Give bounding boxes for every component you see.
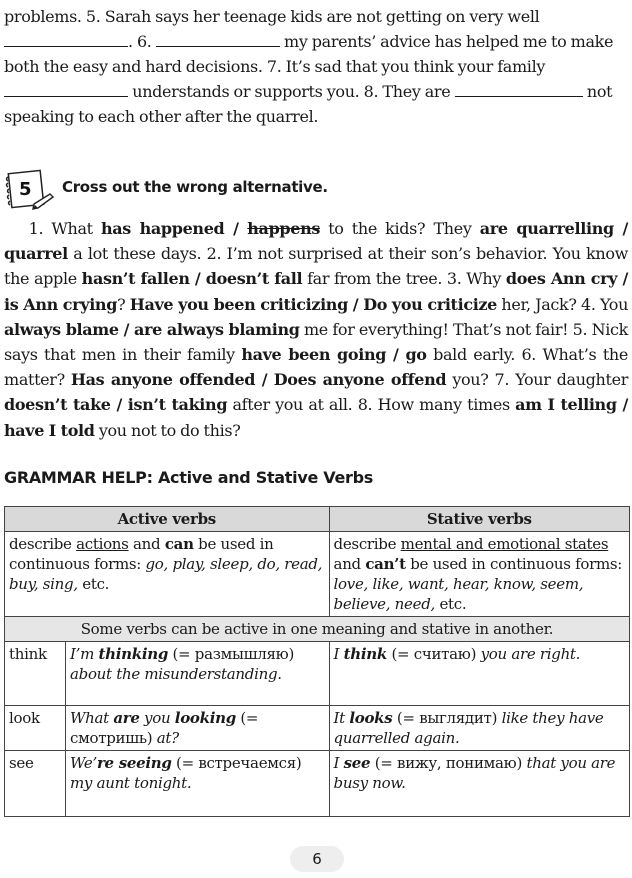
intro-line-7: speaking to each other after the quarrel. — [4, 107, 319, 126]
option[interactable]: is Ann crying — [4, 294, 118, 314]
option[interactable]: doesn’t take — [4, 395, 111, 415]
stative-example — [329, 706, 629, 751]
desc-text: etc. — [77, 575, 110, 593]
example-paren: (= — [171, 754, 199, 772]
desc-underlined: actions — [76, 535, 129, 553]
example-text: like they have quarrelled again. — [333, 709, 604, 747]
ex-text: after you at all. 8. How many times — [227, 395, 516, 415]
example-text: about the misunderstanding. — [70, 665, 282, 683]
example-verb: looks — [349, 709, 393, 727]
grammar-table — [4, 506, 630, 817]
intro-text-3: my parents’ advice has helped me to make — [284, 32, 614, 51]
translation: смотришь — [70, 729, 147, 747]
verb-label: look — [5, 706, 66, 751]
exercise-5-sentences — [4, 216, 628, 443]
notebook-pencil-icon — [4, 168, 56, 212]
blank-5[interactable] — [4, 32, 128, 47]
stative-example — [329, 751, 629, 817]
exercise-instruction: Cross out the wrong alternative. — [62, 178, 328, 196]
option-crossed-out[interactable]: happens — [247, 219, 321, 238]
example-text: What — [70, 709, 114, 727]
grammar-help-heading: GRAMMAR HELP: Active and Stative Verbs — [4, 468, 374, 487]
desc-examples: love, like, want, hear, know, seem, believe, need, — [333, 575, 584, 613]
example-text: you — [139, 709, 175, 727]
table-row — [5, 751, 630, 817]
option[interactable]: isn’t taking — [127, 395, 228, 415]
example-text: It — [333, 709, 350, 727]
ex-text: bald early. 6. What’s the matter? — [4, 345, 628, 390]
desc-text: and — [333, 555, 366, 573]
example-text: We’ — [70, 754, 97, 772]
intro-text-5: understands or supports you. 8. They are — [132, 82, 451, 101]
table-row — [5, 642, 630, 706]
desc-underlined: mental and emotional states — [400, 535, 609, 553]
option-separator: / — [613, 219, 629, 238]
example-paren: ) — [288, 645, 294, 663]
desc-text: describe — [9, 535, 77, 553]
example-paren: ) — [295, 754, 302, 772]
ex-text: her, Jack? 4. You — [497, 294, 629, 314]
exercise-number: 5 — [19, 179, 32, 200]
verb-label: see — [5, 751, 66, 817]
option[interactable]: doesn’t fall — [205, 269, 303, 289]
col-header-active: Active verbs — [5, 507, 330, 532]
desc-text: and — [128, 535, 165, 553]
example-verb: are — [113, 709, 140, 727]
option[interactable]: always blame — [4, 319, 119, 339]
blank-8[interactable] — [455, 82, 583, 97]
blank-7[interactable] — [4, 82, 128, 97]
stative-description — [329, 532, 629, 617]
intro-line-4: both the easy and hard decisions. 7. It’s sad that you think your family — [4, 57, 546, 76]
option[interactable]: have been going — [241, 345, 387, 365]
translation: размышляю — [194, 645, 289, 663]
ex-text: you not to do this? — [94, 420, 241, 440]
ex-text: 1. What — [28, 219, 101, 238]
example-verb: re seeing — [96, 754, 172, 772]
ex-text: you? 7. Your daughter — [446, 370, 629, 390]
desc-bold: can’t — [365, 555, 406, 573]
table-row — [5, 706, 630, 751]
desc-examples: go, play, sleep, do, read, buy, sing, — [9, 555, 323, 593]
active-description — [5, 532, 330, 617]
option[interactable]: Have you been criticizing — [129, 294, 348, 314]
translation: встречаемся — [198, 754, 296, 772]
option-separator: / — [224, 219, 248, 238]
example-text: at? — [156, 729, 179, 747]
translation: считаю — [413, 645, 471, 663]
example-text: I — [333, 754, 344, 772]
example-verb: see — [343, 754, 371, 772]
example-verb: looking — [174, 709, 236, 727]
option[interactable]: Do you criticize — [363, 294, 498, 314]
option[interactable]: quarrel — [4, 244, 68, 264]
active-example — [66, 642, 330, 706]
desc-bold: can — [164, 535, 194, 553]
option[interactable]: have I told — [4, 420, 95, 440]
ex-text: to the kids? They — [320, 219, 480, 238]
option[interactable]: are quarrelling — [479, 219, 614, 238]
note-row — [5, 617, 630, 642]
option[interactable]: does Ann cry — [505, 269, 618, 289]
intro-line-1: problems. 5. Sarah says her teenage kids are not getting on very well — [4, 7, 540, 26]
desc-text: describe — [333, 535, 401, 553]
col-header-stative: Stative verbs — [329, 507, 629, 532]
example-paren: ) — [491, 709, 502, 727]
option[interactable]: am I telling — [515, 395, 617, 415]
example-paren: ) — [516, 754, 527, 772]
option[interactable]: Has anyone offended — [70, 370, 256, 390]
ex-text: far from the tree. 3. Why — [302, 269, 506, 289]
desc-text: etc. — [434, 595, 467, 613]
desc-text: be used in continuous forms: — [405, 555, 623, 573]
example-paren: (= — [235, 709, 259, 727]
exercise-5-header — [4, 168, 624, 214]
option-separator: / — [347, 294, 364, 314]
example-text: I — [333, 645, 344, 663]
option[interactable]: are always blaming — [134, 319, 300, 339]
intro-paragraph — [4, 4, 628, 129]
ex-text: me for everything! That’s not fair! 5. Nick says that men in their family — [4, 319, 628, 365]
desc-text: be used in continuous forms: — [9, 535, 274, 573]
option[interactable]: hasn’t fallen — [81, 269, 190, 289]
example-text: that you are busy now. — [333, 754, 616, 792]
option[interactable]: has happened — [100, 219, 225, 238]
stative-example — [329, 642, 629, 706]
example-text: my aunt tonight. — [70, 774, 192, 792]
option-separator: / — [616, 395, 628, 415]
option[interactable]: go — [405, 345, 427, 365]
option[interactable]: Does anyone offend — [273, 370, 447, 390]
option-separator: / — [617, 269, 629, 289]
example-paren: (= — [168, 645, 195, 663]
option-separator: / — [386, 345, 406, 365]
ex-text: ? — [117, 294, 130, 314]
example-paren: (= — [370, 754, 398, 772]
example-paren: (= — [392, 709, 420, 727]
ex-text: a lot these days. 2. I’m not surprised at their son’s behavior. You know the apple — [4, 244, 628, 289]
translation: вижу, понимаю — [397, 754, 517, 772]
option-separator: / — [255, 370, 274, 390]
option-separator: / — [110, 395, 128, 415]
example-verb: thinking — [98, 645, 169, 663]
example-verb: think — [343, 645, 387, 663]
verb-label: think — [5, 642, 66, 706]
example-paren: ) — [146, 729, 157, 747]
active-example — [66, 706, 330, 751]
intro-text-6: not — [586, 82, 613, 101]
example-text: I’m — [70, 645, 99, 663]
intro-text-2: . 6. — [128, 32, 152, 51]
translation: выглядит — [419, 709, 492, 727]
example-text: you are right. — [480, 645, 581, 663]
option-separator: / — [118, 319, 135, 339]
blank-6[interactable] — [156, 32, 280, 47]
example-paren: (= — [386, 645, 414, 663]
option-separator: / — [189, 269, 206, 289]
page-number: 6 — [290, 846, 344, 872]
table-header-row — [5, 507, 630, 532]
description-row — [5, 532, 630, 617]
active-example — [66, 751, 330, 817]
example-paren: ) — [470, 645, 481, 663]
note-text: Some verbs can be active in one meaning and stative in another. — [5, 617, 630, 642]
